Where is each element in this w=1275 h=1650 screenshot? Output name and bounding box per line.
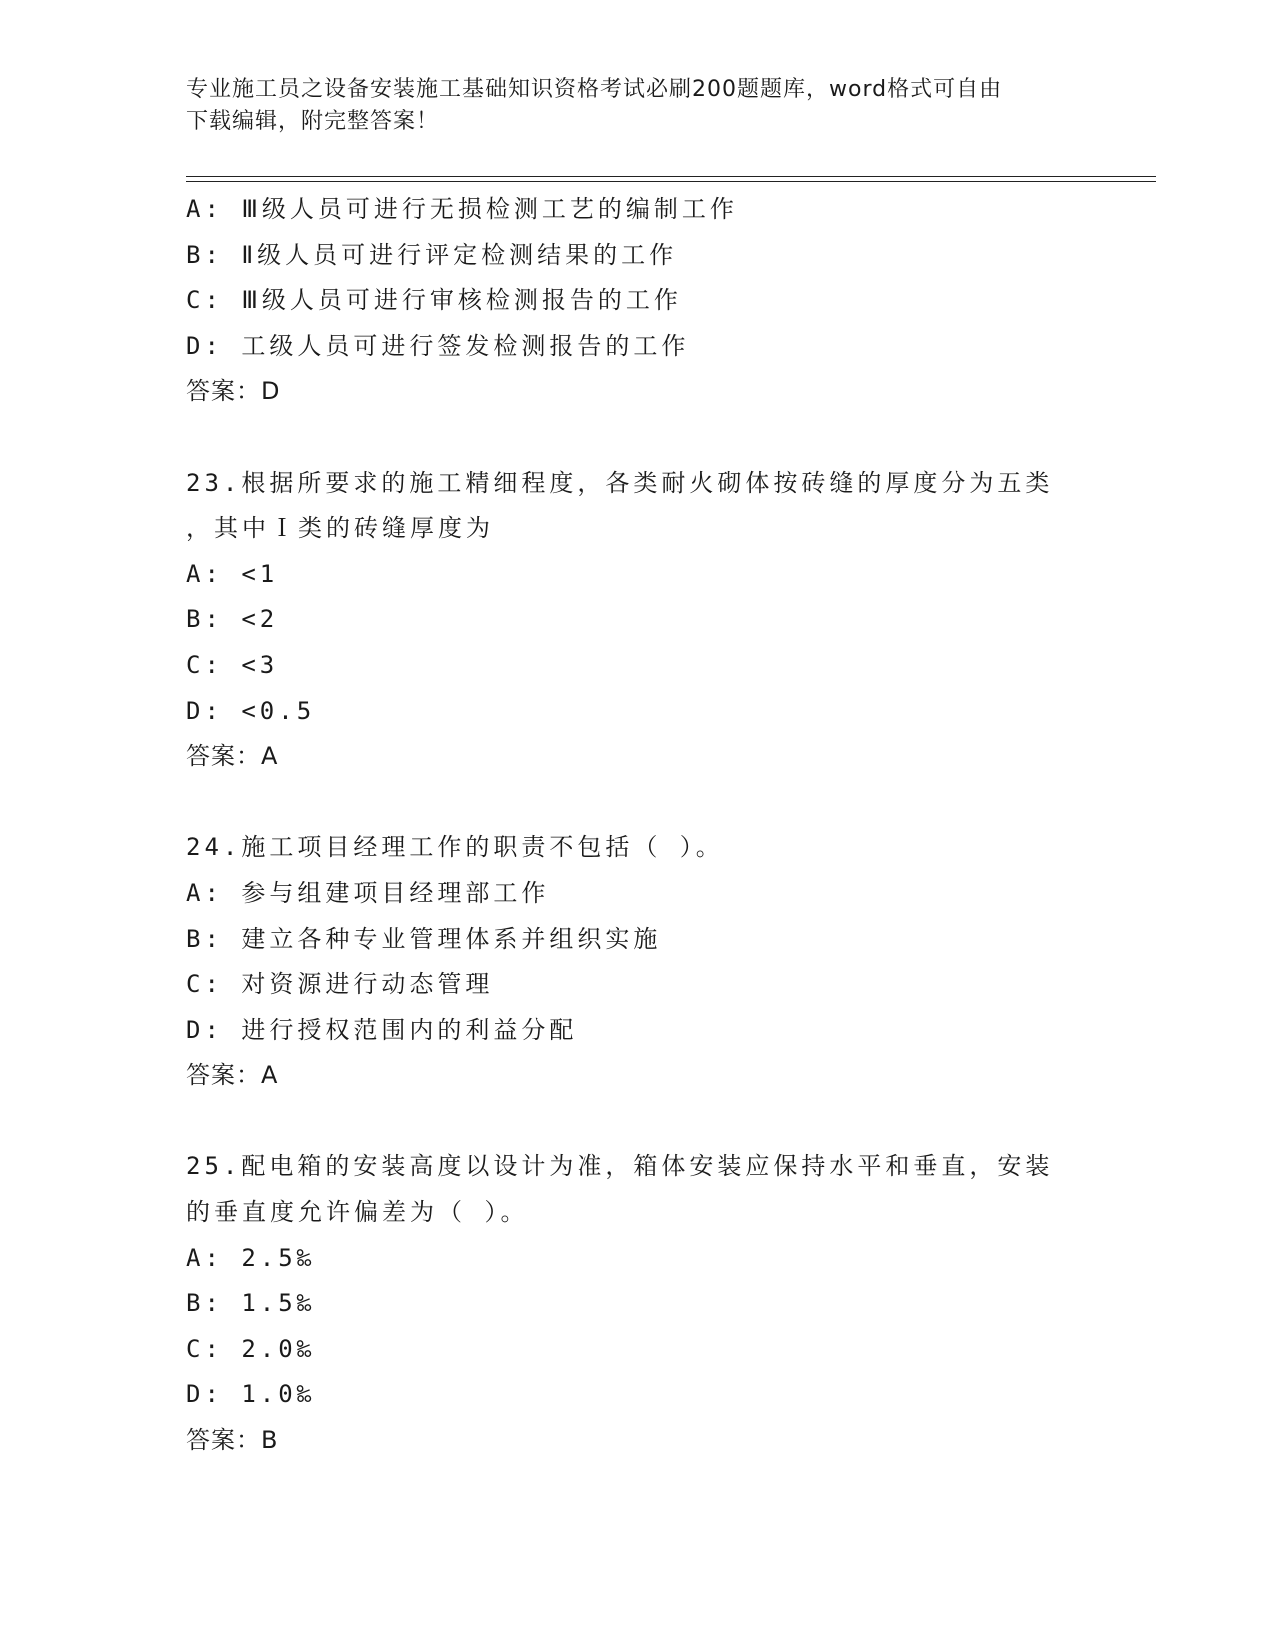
option-a: A: 2.5‰ [186,1243,316,1272]
option-d: D: 1.0‰ [186,1380,316,1409]
question-stem-line: 的垂直度允许偏差为（ ）。 [186,1198,529,1227]
spacer [186,1099,1146,1145]
option-b: B: 1.5‰ [186,1289,316,1318]
option-d: D: 进行授权范围内的利益分配 [186,1015,578,1044]
option-b: B: 建立各种专业管理体系并组织实施 [186,924,662,953]
option-b: B: <2 [186,605,279,634]
answer-line: 答案：A [186,1061,279,1090]
option-d: D: 工级人员可进行签发检测报告的工作 [186,331,690,360]
header-divider-top [186,176,1156,177]
option-a: A: <1 [186,559,279,588]
answer-line: 答案：D [186,377,281,406]
question-stem-line: 24.施工项目经理工作的职责不包括（ ）。 [186,833,724,862]
option-b: B: Ⅱ级人员可进行评定检测结果的工作 [186,240,678,269]
option-c: C: <3 [186,650,279,679]
option-a: A: 参与组建项目经理部工作 [186,878,550,907]
option-c: C: 2.0‰ [186,1334,316,1363]
question-block-22 [186,187,1146,415]
header-divider-bottom [186,181,1156,182]
question-stem-line: 23.根据所要求的施工精细程度，各类耐火砌体按砖缝的厚度分为五类 [186,468,1054,497]
question-content [186,187,1146,1464]
question-stem-line: ，其中Ｉ类的砖缝厚度为 [186,514,494,543]
answer-line: 答案：A [186,742,279,771]
question-block-23 [186,461,1146,780]
question-block-25 [186,1144,1146,1463]
document-header [186,74,1086,138]
header-line-2: 下载编辑，附完整答案！ [186,109,440,134]
spacer [186,415,1146,461]
question-block-24 [186,825,1146,1099]
spacer [186,780,1146,826]
answer-line: 答案：B [186,1426,279,1455]
question-stem-line: 25.配电箱的安装高度以设计为准，箱体安装应保持水平和垂直，安装 [186,1152,1054,1181]
option-c: C: 对资源进行动态管理 [186,970,494,999]
option-d: D: <0.5 [186,696,316,725]
option-c: C: Ⅲ级人员可进行审核检测报告的工作 [186,286,682,315]
header-line-1: 专业施工员之设备安装施工基础知识资格考试必刷200题题库，word格式可自由 [186,77,1003,102]
option-a: A: Ⅲ级人员可进行无损检测工艺的编制工作 [186,195,738,223]
